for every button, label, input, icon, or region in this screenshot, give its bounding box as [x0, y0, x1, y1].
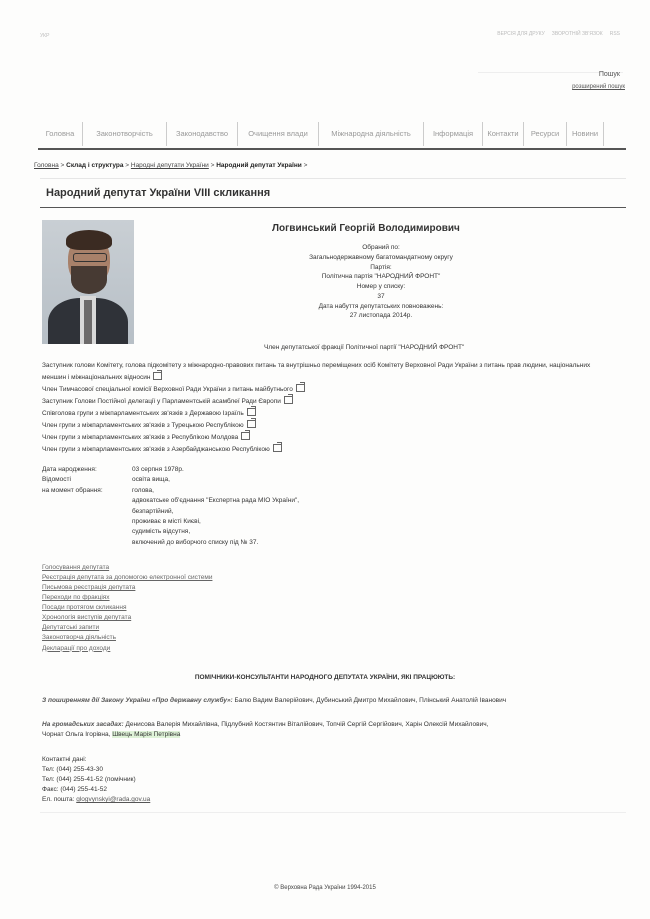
party-label: Партія:: [370, 263, 392, 271]
list-number-value: 37: [377, 292, 385, 300]
post-text: Заступник Голови Постійної делегації у Парламентській асамблеї Ради Європи: [42, 398, 281, 406]
post-text: Заступник голови Комітету, голова підкомітету з міжнародно-правових питань та внутрішньо переміщених осіб Комітету Верховної Ради України з питань прав людини, національних меншин і міжнаціональних відносин: [42, 362, 591, 382]
volunteer-label: На громадських засадах:: [42, 721, 124, 728]
volunteer-highlight: Швець Марія Петрівна: [112, 731, 181, 739]
post-item: [42, 431, 602, 443]
post-text: Член групи з міжпарламентських зв'язків з Азербайджанською Республікою: [42, 446, 270, 454]
assistants-civil: [42, 696, 602, 706]
mandate-date-value: 27 листопада 2014р.: [349, 312, 413, 320]
birth-label: Дата народження:: [42, 466, 97, 473]
post-text: Співголова групи з міжпарламентських зв'язків з Державою Ізраїль: [42, 410, 244, 418]
nav-item[interactable]: Міжнародна діяльність: [319, 122, 424, 146]
nav-item[interactable]: Контакти: [483, 122, 524, 146]
deputy-link[interactable]: Депутатські запити: [42, 624, 100, 632]
faction-membership: Член депутатської фракції Політичної партії "НАРОДНИЙ ФРОНТ": [264, 344, 465, 351]
page-title: Народний депутат України VIII скликання: [46, 187, 271, 199]
breadcrumb-section[interactable]: Склад і структура: [66, 162, 124, 169]
external-link-icon[interactable]: [247, 420, 256, 428]
post-item: [42, 361, 602, 383]
nav-item[interactable]: Інформація: [424, 122, 483, 146]
nav-item[interactable]: Ресурси: [524, 122, 567, 146]
external-link-icon[interactable]: [284, 396, 293, 404]
contacts: [42, 755, 150, 805]
print-version-link[interactable]: ВЕРСІЯ ДЛЯ ДРУКУ: [497, 31, 545, 37]
footer-copyright: © Верховна Рада України 1994-2015: [274, 885, 376, 891]
mandate-date-label: Дата набуття депутатських повноважень:: [318, 302, 444, 310]
birth-value: 03 серпня 1978р.: [132, 466, 184, 473]
main-nav: [38, 122, 626, 150]
bio-line: освіта вища,: [132, 476, 170, 484]
breadcrumb-sep: >: [60, 162, 65, 169]
post-item: [42, 443, 602, 455]
info-label-2: на момент обрання:: [42, 486, 103, 494]
external-link-icon[interactable]: [296, 384, 305, 392]
fax: Факс: (044) 255-41-52: [42, 786, 107, 794]
external-link-icon[interactable]: [247, 408, 256, 416]
divider: [40, 812, 626, 813]
external-link-icon[interactable]: [273, 444, 282, 452]
assistants-title: ПОМІЧНИКИ-КОНСУЛЬТАНТИ НАРОДНОГО ДЕПУТАТА УКРАЇНИ, ЯКІ ПРАЦЮЮТЬ:: [194, 674, 456, 681]
bio-line: голова,: [132, 486, 154, 494]
top-links: [497, 31, 620, 38]
breadcrumb-current: Народний депутат України: [216, 162, 302, 169]
deputy-name: Логвинський Георгій Володимирович: [272, 223, 460, 234]
deputy-link[interactable]: Переходи по фракціях: [42, 594, 110, 602]
post-item: [42, 419, 602, 431]
email-label: Ел. пошта:: [42, 796, 75, 804]
phone-2: Тел: (044) 255-41-52 (помічник): [42, 776, 136, 784]
breadcrumb-sep: >: [303, 162, 308, 169]
post-item: [42, 407, 602, 419]
advanced-search-link[interactable]: розширений пошук: [572, 84, 625, 90]
post-item: [42, 383, 602, 395]
nav-item[interactable]: Новини: [567, 122, 604, 146]
breadcrumb: [34, 162, 307, 171]
nav-item[interactable]: Законодавство: [167, 122, 238, 146]
bio-line: безпартійний,: [132, 507, 174, 515]
bio-line: проживає в місті Києві,: [132, 517, 201, 525]
email-row: [42, 795, 150, 805]
post-item: [42, 395, 602, 407]
bio-line: судимість відсутня,: [132, 528, 191, 536]
bio-line: включений до виборчого списку під № 37.: [132, 538, 259, 546]
nav-item[interactable]: Очищення влади: [238, 122, 319, 146]
deputy-photo: [42, 220, 134, 344]
divider: [40, 178, 626, 179]
posts-list: [42, 361, 602, 456]
deputy-link[interactable]: Хронологія виступів депутата: [42, 614, 132, 622]
email-link[interactable]: glogvynskyi@rada.gov.ua: [76, 796, 151, 804]
external-link-icon[interactable]: [153, 372, 162, 380]
deputy-link[interactable]: Письмова реєстрація депутата: [42, 584, 136, 592]
elected-value: Загальнодержавному багатомандатному округу: [309, 253, 453, 261]
assistants-volunteer: [42, 720, 602, 740]
search-label: Пошук: [598, 71, 620, 78]
volunteer-names-2: Чорнат Ольга Ігорівна,: [42, 731, 111, 739]
breadcrumb-sep: >: [125, 162, 130, 169]
language-link[interactable]: УКР: [40, 33, 50, 39]
nav-item[interactable]: Головна: [38, 122, 83, 146]
breadcrumb-home[interactable]: Головна: [34, 162, 59, 169]
post-text: Член групи з міжпарламентських зв'язків з Турецькою Республікою: [42, 422, 244, 430]
deputy-link[interactable]: Реєстрація депутата за допомогою електронної системи: [42, 574, 213, 582]
post-text: Член Тимчасової спеціальної комісії Верховної Ради України з питань майбутнього: [42, 386, 293, 394]
post-text: Член групи з міжпарламентських зв'язків з Республікою Молдова: [42, 434, 239, 442]
deputy-link[interactable]: Декларації про доходи: [42, 644, 111, 652]
civil-names: Балю Вадим Валерійович, Дубинський Дмитро Михайлович, Плінський Анатолій Іванович: [234, 697, 507, 704]
phone-1: Тел: (044) 255-43-30: [42, 766, 104, 774]
bio-block: [42, 465, 432, 548]
feedback-link[interactable]: ЗВОРОТНІЙ ЗВ'ЯЗОК: [551, 31, 603, 37]
rss-link[interactable]: RSS: [609, 31, 620, 37]
contacts-title: Контактні дані:: [42, 756, 87, 763]
deputy-link[interactable]: Законотворча діяльність: [42, 634, 116, 642]
nav-item[interactable]: Законотворчість: [83, 122, 167, 146]
breadcrumb-sep: >: [210, 162, 215, 169]
list-number-label: Номер у списку:: [356, 283, 406, 290]
party-value: Політична партія "НАРОДНИЙ ФРОНТ": [321, 273, 441, 281]
bio-line: адвокатське об'єднання "Експертна рада МІО України",: [132, 497, 300, 505]
breadcrumb-deputies[interactable]: Народні депутати України: [130, 162, 209, 169]
volunteer-names: Денисова Валерія Михайлівна, Підлубний Костянтин Віталійович, Топчій Сергій Сергійович, Харін Олексій Михайлович,: [125, 721, 489, 728]
divider: [40, 207, 626, 208]
elected-label: Обраний по:: [362, 244, 400, 251]
deputy-link[interactable]: Посади протягом скликання: [42, 604, 127, 612]
info-label: Відомості: [42, 476, 71, 484]
deputy-info: [250, 243, 512, 321]
external-link-icon[interactable]: [241, 432, 250, 440]
deputy-links: [42, 563, 212, 654]
deputy-link[interactable]: Голосування депутата: [42, 564, 110, 571]
civil-label: З поширенням дії Закону України «Про державну службу»:: [42, 697, 233, 704]
